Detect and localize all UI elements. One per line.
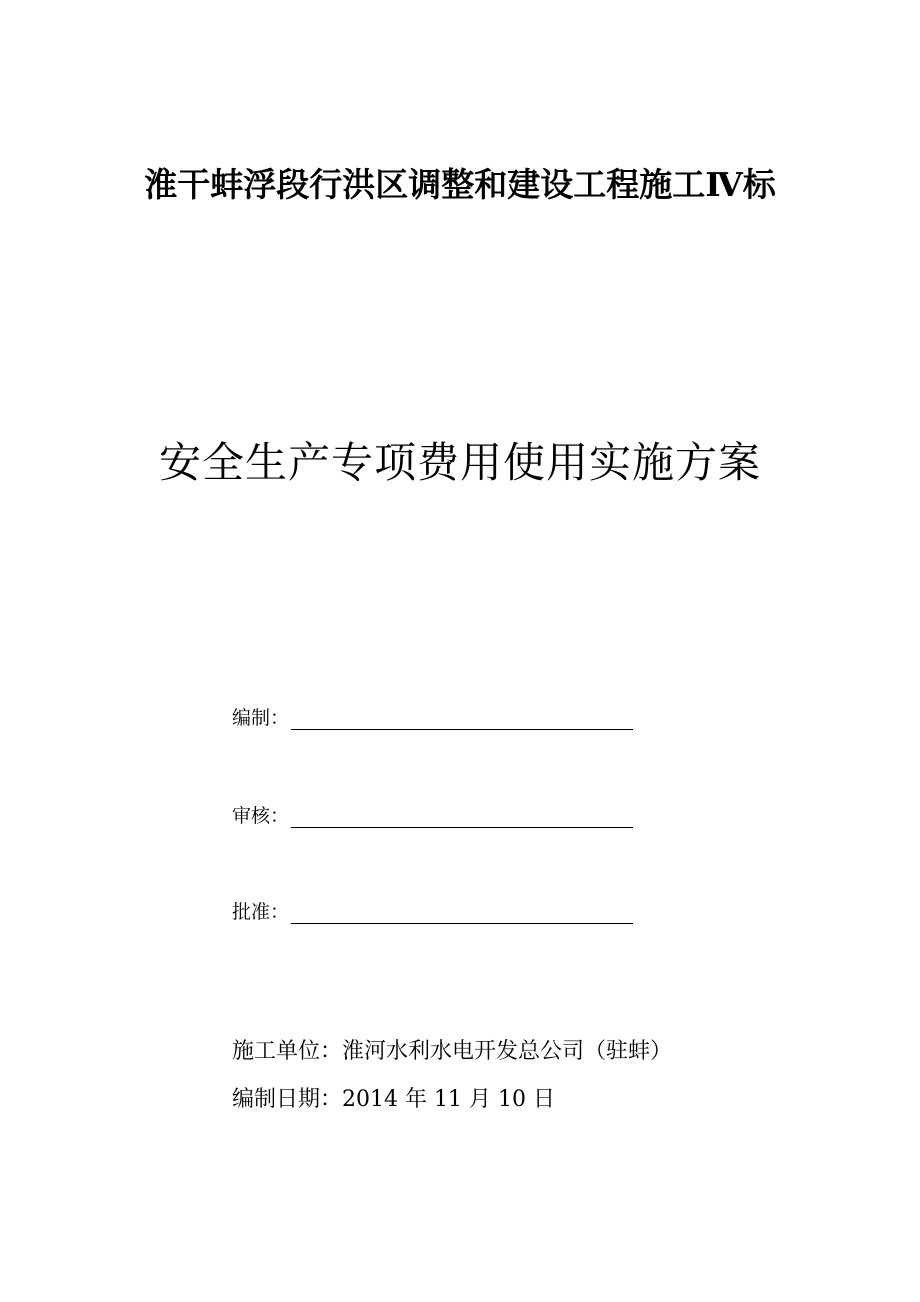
review-signature-row	[232, 798, 633, 828]
project-title: 淮干蚌浮段行洪区调整和建设工程施工Ⅳ标	[144, 165, 776, 204]
compile-date: 编制日期：2014 年 11 月 10 日	[232, 1087, 555, 1112]
approve-signature-line	[291, 899, 633, 924]
construction-unit: 施工单位：淮河水利水电开发总公司（驻蚌）	[232, 1039, 673, 1064]
document-title: 安全生产专项费用使用实施方案	[158, 438, 761, 487]
compile-label: 编制：	[232, 707, 290, 729]
compile-signature-line	[291, 705, 633, 730]
approve-label: 批准：	[232, 901, 290, 923]
review-signature-line	[291, 803, 633, 828]
review-label: 审核：	[232, 805, 290, 827]
approve-signature-row	[232, 894, 633, 924]
compile-signature-row	[232, 700, 633, 730]
